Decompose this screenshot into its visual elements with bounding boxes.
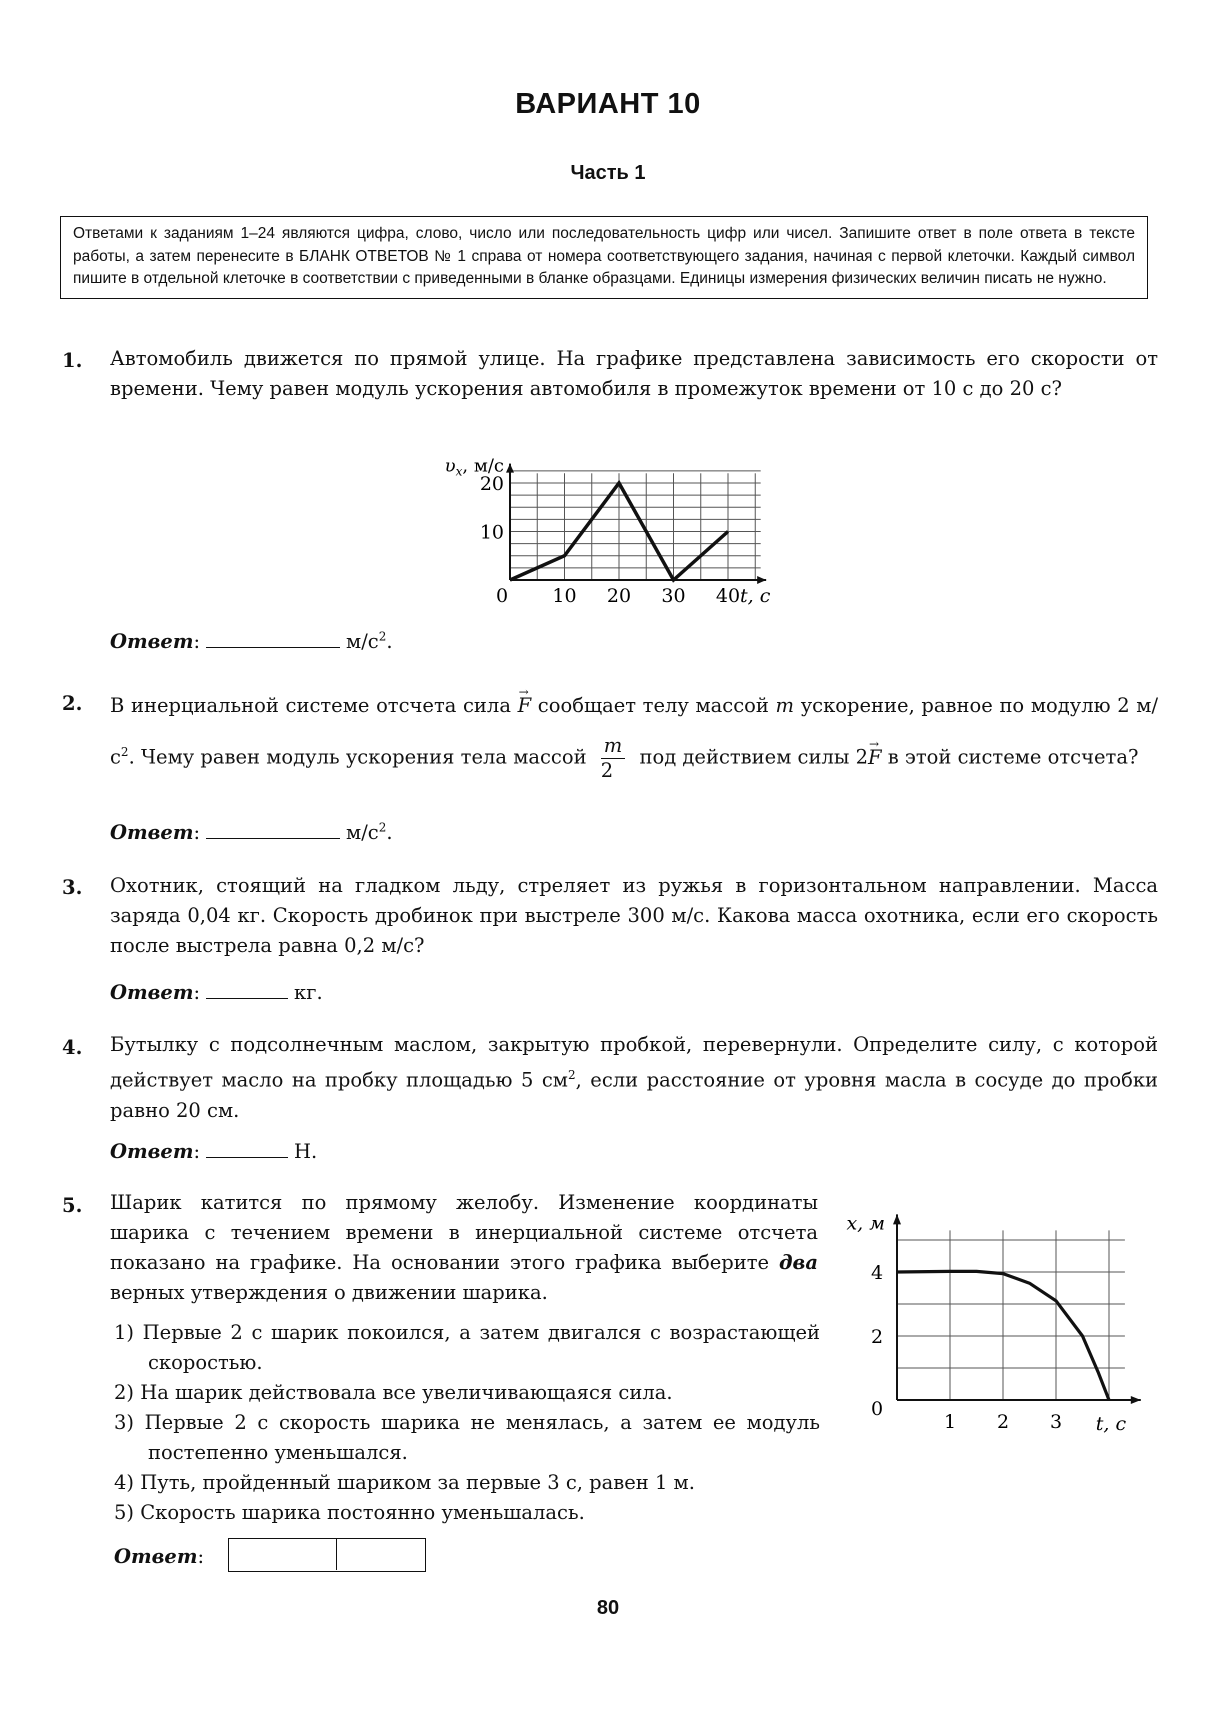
q1-unit: м/с bbox=[346, 630, 379, 653]
q5-emphasis: два bbox=[779, 1251, 818, 1274]
y-axis-label: $\upsilon_x$, м/с bbox=[444, 455, 504, 479]
q4-sup: 2 bbox=[567, 1068, 576, 1082]
coordinate-time-chart bbox=[820, 1190, 1160, 1440]
page-title: ВАРИАНТ 10 bbox=[515, 88, 701, 120]
x-axis-label: t, с bbox=[1095, 1413, 1127, 1435]
q2-text-c: ускорение, равное по модулю 2 м/с bbox=[110, 694, 1159, 769]
q4-answer-blank[interactable] bbox=[206, 1137, 288, 1158]
force-symbol-2: → F bbox=[868, 735, 882, 781]
q2-text-d: . Чему равен модуль ускорения тела массой bbox=[128, 745, 587, 769]
q1-unit-sup: 2 bbox=[378, 629, 387, 644]
fraction-denominator: 2 bbox=[600, 758, 614, 782]
q5-number: 5. bbox=[62, 1194, 83, 1217]
y-tick-label: 2 bbox=[870, 1326, 884, 1348]
q3-text: Охотник, стоящий на гладком льду, стреляет из ружья в горизонтальном направлении. Масса заряда 0,04 кг. Скорость дробинок при выстреле 300 м/с. Какова масса охотника, если его скорость после выстрела равна 0,2 м/с? bbox=[110, 874, 1158, 957]
fraction-numerator: m bbox=[601, 736, 626, 759]
q4-number: 4. bbox=[62, 1036, 83, 1059]
q2-text-e: под действием силы bbox=[639, 745, 850, 769]
q2-text bbox=[110, 683, 1158, 781]
answer-label: Ответ bbox=[110, 1140, 194, 1163]
option-4: 4) Путь, пройденный шариком за первые 3 с, равен 1 м. bbox=[114, 1471, 695, 1494]
x-tick-label: 1 bbox=[943, 1411, 957, 1433]
option-1: 1) Первые 2 с шарик покоился, а затем двигался с возрастающей скоростью. bbox=[114, 1321, 820, 1374]
y-tick-label: 10 bbox=[479, 521, 504, 544]
answer-cell-2[interactable] bbox=[337, 1539, 424, 1570]
q1-answer-blank[interactable] bbox=[206, 627, 340, 648]
y-axis-arrow bbox=[506, 464, 514, 473]
answer-label: Ответ bbox=[110, 821, 194, 844]
instructions-box: Ответами к заданиям 1–24 являются цифра, слово, число или последовательность цифр или чисел. Запишите ответ в поле ответа в тексте работы, а затем перенесите в БЛАНК ОТВЕТОВ № 1 справа от номера соответствующего задания, начиная с первой клеточки. Каждый символ пишите в отдельной клеточке в соответствии с приведенными в бланке образцами. Единицы измерения физических величин писать не нужно. bbox=[60, 216, 1148, 299]
q2-unit-sup: 2 bbox=[378, 820, 387, 835]
q2-unit-end: . bbox=[386, 821, 393, 844]
q2-number: 2. bbox=[62, 692, 83, 715]
force-coefficient: 2 bbox=[855, 745, 869, 769]
q4-text-a: Бутылку с подсолнечным маслом, закрытую пробкой, перевернули. Определите силу, с которой действует масло на пробку площадью 5 см bbox=[110, 1033, 1158, 1092]
q5-text bbox=[110, 1188, 818, 1308]
q1-unit-end: . bbox=[386, 630, 393, 653]
q3-answer: Ответ: кг. bbox=[110, 978, 323, 1004]
y-tick-label: 20 bbox=[479, 473, 504, 495]
answer-label: Ответ bbox=[110, 981, 194, 1004]
q2-text-a: В инерциальной системе отсчета сила bbox=[110, 694, 511, 717]
x-tick-label: 3 bbox=[1049, 1411, 1063, 1433]
q1-answer: Ответ: $м/с^2$. bbox=[110, 627, 393, 653]
x-axis-arrow bbox=[1131, 1396, 1141, 1404]
q1-number: 1. bbox=[62, 349, 83, 372]
q2-text-f: в этой системе отсчета? bbox=[887, 745, 1139, 769]
y-tick-label: 4 bbox=[870, 1262, 884, 1284]
q2-sup: 2 bbox=[120, 745, 129, 759]
q2-answer-blank[interactable] bbox=[206, 818, 340, 839]
q4-answer: Ответ: Н. bbox=[110, 1137, 317, 1163]
q5-text-b: верных утверждения о движении шарика. bbox=[110, 1281, 548, 1304]
x-tick-label: 10 bbox=[552, 585, 577, 607]
q5-options bbox=[114, 1318, 820, 1528]
page-number: 80 bbox=[596, 1597, 620, 1619]
option-3: 3) Первые 2 с скорость шарика не менялась, а затем ее модуль постепенно уменьшался. bbox=[114, 1411, 820, 1464]
x-tick-label: 30 bbox=[661, 585, 686, 607]
q4-text bbox=[110, 1030, 1158, 1126]
x-tick-label: 2 bbox=[996, 1411, 1010, 1433]
option-5: 5) Скорость шарика постоянно уменьшалась. bbox=[114, 1501, 585, 1524]
answer-label: Ответ bbox=[114, 1545, 198, 1568]
answer-cell-1[interactable] bbox=[229, 1539, 337, 1570]
mass-fraction bbox=[601, 736, 626, 780]
x-tick-label: 0 bbox=[495, 585, 509, 607]
q3-unit: кг. bbox=[294, 981, 323, 1004]
y-tick-label: 0 bbox=[870, 1398, 884, 1420]
q5-text-a: Шарик катится по прямому желобу. Изменение координаты шарика с течением времени в инерциальной системе отсчета показано на графике. На основании этого графика выберите bbox=[110, 1191, 818, 1274]
x-axis-label: t, с bbox=[740, 585, 771, 607]
q1-text: Автомобиль движется по прямой улице. На графике представлена зависимость его скорости от времени. Чему равен модуль ускорения автомобиля в промежуток времени от 10 с до 20 с? bbox=[110, 347, 1158, 400]
q2-text-b: сообщает телу массой bbox=[537, 694, 769, 717]
part-heading: Часть 1 bbox=[570, 162, 646, 184]
x-tick-label: 20 bbox=[606, 585, 632, 607]
y-axis-arrow bbox=[893, 1214, 901, 1224]
q4-unit: Н. bbox=[294, 1140, 318, 1163]
q2-answer: Ответ: $м/с^2$. bbox=[110, 818, 393, 844]
q3-answer-blank[interactable] bbox=[206, 978, 288, 999]
q2-unit: м/с bbox=[346, 821, 379, 844]
q5-answer: Ответ: bbox=[114, 1545, 205, 1568]
y-axis-label: x, м bbox=[846, 1212, 885, 1235]
option-2: 2) На шарик действовала все увеличивающаяся сила. bbox=[114, 1381, 673, 1404]
q4-text-b: , если расстояние от уровня масла в сосуде до пробки равно 20 см. bbox=[110, 1068, 1158, 1122]
x-axis-arrow bbox=[757, 576, 766, 584]
velocity-time-chart bbox=[400, 445, 820, 615]
q3-number: 3. bbox=[62, 876, 83, 899]
answer-label: Ответ bbox=[110, 630, 194, 653]
mass-symbol: m bbox=[775, 694, 795, 717]
q5-answer-cells bbox=[228, 1538, 426, 1572]
x-tick-label: 40 bbox=[715, 585, 741, 607]
force-symbol: → F bbox=[518, 683, 532, 729]
